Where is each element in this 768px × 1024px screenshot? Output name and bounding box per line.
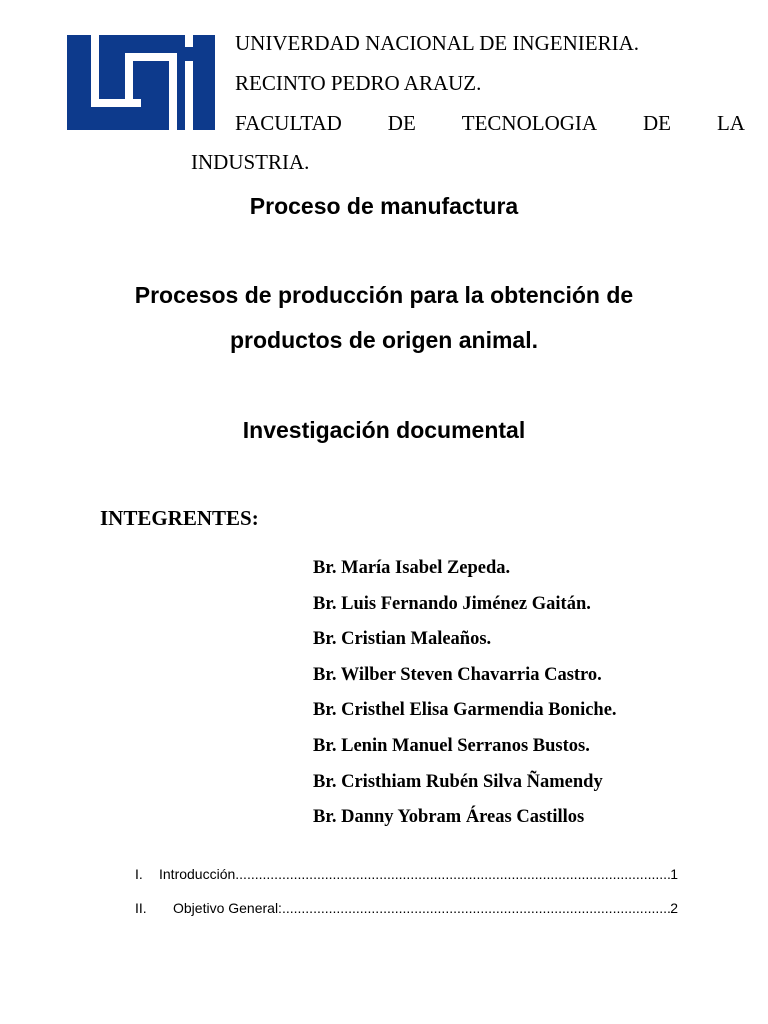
toc-leader	[282, 900, 670, 916]
faculty-word: DE	[387, 111, 416, 135]
faculty-word: TECNOLOGIA	[461, 111, 598, 135]
faculty-name-end: INDUSTRIA.	[191, 150, 310, 174]
document-type: Investigación documental	[242, 417, 526, 443]
member-item: Br. María Isabel Zepeda.	[313, 558, 511, 578]
faculty-word: FACULTAD	[235, 111, 342, 135]
course-title: Proceso de manufactura	[249, 193, 519, 219]
member-item: Br. Luis Fernando Jiménez Gaitán.	[313, 593, 591, 614]
members-heading: INTEGRENTES:	[100, 506, 259, 530]
member-item: Br. Cristhel Elisa Garmendia Boniche.	[313, 700, 617, 721]
toc-number: II.	[135, 900, 147, 916]
uni-logo-icon	[67, 35, 215, 130]
topic-title-line-2: productos de origen animal.	[230, 327, 538, 353]
member-item: Br. Danny Yobram Áreas Castillos	[313, 807, 585, 828]
topic-title-line-1: Procesos de producción para la obtención de	[134, 282, 634, 308]
toc-label: Objetivo General:	[173, 900, 282, 916]
university-name: UNIVERDAD NACIONAL DE INGENIERIA.	[235, 31, 639, 55]
toc-page-number: 1	[670, 866, 678, 882]
toc-entry[interactable]	[135, 900, 678, 920]
member-item: Br. Wilber Steven Chavarria Castro.	[313, 664, 602, 685]
toc-leader	[235, 866, 670, 882]
member-item: Br. Cristhiam Rubén Silva Ñamendy	[313, 771, 603, 792]
member-item: Br. Lenin Manuel Serranos Bustos.	[313, 735, 590, 756]
campus-name: RECINTO PEDRO ARAUZ.	[235, 71, 482, 95]
members-list	[313, 551, 617, 836]
member-item: Br. Cristian Maleaños.	[313, 629, 492, 650]
faculty-word: DE	[643, 111, 672, 135]
faculty-word: LA	[716, 111, 745, 135]
toc-number: I.	[135, 866, 143, 882]
toc-entry[interactable]	[135, 866, 678, 886]
faculty-name	[235, 110, 745, 136]
toc-label: Introducción	[159, 866, 236, 882]
toc-page-number: 2	[670, 900, 678, 916]
